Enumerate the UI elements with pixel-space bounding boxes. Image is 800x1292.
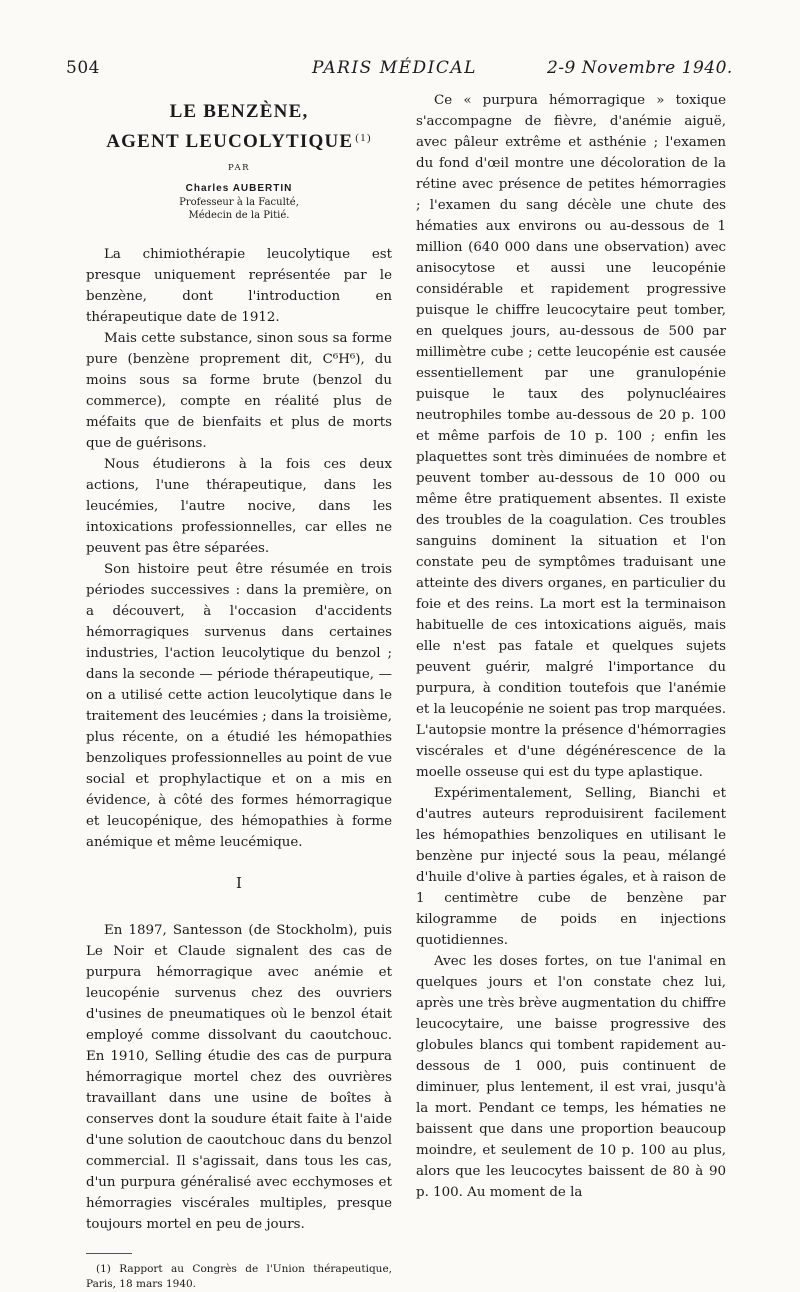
paragraph: La chimiothérapie leucolytique est presque uniquement représentée par le benzène, dont l'introduction en thérapeutique date de 1912. bbox=[86, 247, 392, 325]
author-name: Charles AUBERTIN bbox=[185, 183, 293, 194]
paragraph: Mais cette substance, sinon sous sa forme pure (benzène proprement dit, C⁶H⁶), du moins sous sa forme brute (benzol du commerce), compte en réalité plus de méfaits que de bienfaits et plus de morts que de guérisons. bbox=[86, 331, 392, 451]
paragraph: En 1897, Santesson (de Stockholm), puis Le Noir et Claude signalent des cas de purpura hémorragique avec anémie et leucopénie survenus chez des ouvriers d'usines de pneumatiques où le benzol était employé comme dissolvant du caoutchouc. En 1910, Selling étudie des cas de purpura hémorragique mortel chez des ouvrières travaillant dans une usine de boîtes à conserves dont la soudure était faite à l'aide d'une solution de caoutchouc dans du benzol commercial. Il s'agissait, dans tous les cas, d'un purpura généralisé avec ecchymoses et hémorragies viscérales multiples, presque toujours mortel en peu de jours. bbox=[86, 923, 392, 1232]
left-column bbox=[86, 90, 392, 1292]
intro-text bbox=[86, 244, 392, 853]
footnote-divider bbox=[86, 1253, 132, 1254]
journal-title: PARIS MÉDICAL bbox=[312, 58, 477, 78]
byline-par: PAR bbox=[228, 163, 250, 173]
right-column bbox=[416, 90, 726, 1203]
footnote-marker: (1) bbox=[355, 132, 372, 144]
article-title-text: AGENT LEUCOLYTIQUE bbox=[106, 131, 354, 152]
paragraph: Avec les doses fortes, on tue l'animal en quelques jours et l'on constate chez lui, après une très brève augmentation du chiffre leucocytaire, une baisse progressive des globules blancs qui tombent rapidement au-dessous de 1 000, puis continuent de diminuer, plus lentement, il est vrai, jusqu'à la mort. Pendant ce temps, les hématies ne baissent que dans une proportion beaucoup moindre, et seulement de 10 p. 100 au plus, alors que les leucocytes baissent de 80 à 90 p. 100. Au moment de la bbox=[416, 954, 726, 1200]
page-number: 504 bbox=[66, 58, 100, 78]
paragraph: Ce « purpura hémorragique » toxique s'accompagne de fièvre, d'anémie aiguë, avec pâleur extrême et asthénie ; l'examen du fond d'œil montre une décoloration de la rétine avec présence de petites hémorragies ; l'examen du sang décèle une chute des hématies aux environs ou au-dessous de 1 million (640 000 dans une observation) avec anisocytose et aussi une leucopénie considérable et rapidement progressive puisque le chiffre leucocytaire peut tomber, en quelques jours, au-dessous de 500 par millimètre cube ; cette leucopénie est causée essentiellement par une granulopénie puisque le taux des polynucléaires neutrophiles tombe au-dessous de 20 p. 100 et même parfois de 10 p. 100 ; enfin les plaquettes sont très diminuées de nombre et peuvent tomber au-dessous de 10 000 ou même être pratiquement absentes. Il existe des troubles de la coagulation. Ces troubles sanguins dominent la situation et l'on constate peu de symptômes traduisant une atteinte des divers organes, en particulier du foie et des reins. La mort est la terminaison habituelle de ces intoxications aiguës, mais elle n'est pas fatale et quelques sujets peuvent guérir, malgré l'importance du purpura, à condition toutefois que l'anémie et la leucopénie ne soient pas trop marquées. L'autopsie montre la présence d'hémorragies viscérales et d'une dégénérescence de la moelle osseuse qui est du type aplastique. bbox=[416, 93, 726, 780]
paragraph: Nous étudierons à la fois ces deux actions, l'une thérapeutique, dans les leucémies, l'autre nocive, dans les intoxications professionnelles, car elles ne peuvent pas être séparées. bbox=[86, 457, 392, 556]
paragraph: Son histoire peut être résumée en trois périodes successives : dans la première, on a découvert, à l'occasion d'accidents hémorragiques survenus dans certaines industries, l'action leucolytique du benzol ; dans la seconde — période thérapeutique, — on a utilisé cette action leucolytique dans le traitement des leucémies ; dans la troisième, plus récente, on a étudié les hémopathies benzoliques professionnelles au point de vue social et prophylactique et on a mis en évidence, à côté des formes hémorragique et leucopénique, des hémopathies à forme anémique et même leucémique. bbox=[86, 562, 392, 850]
article-title-block bbox=[86, 98, 392, 222]
section-heading: I bbox=[236, 874, 242, 892]
footnote: (1) Rapport au Congrès de l'Union thérapeutique, Paris, 18 mars 1940. bbox=[86, 1263, 392, 1290]
issue-date: 2-9 Novembre 1940. bbox=[547, 58, 733, 78]
author-affiliation-2: Médecin de la Pitié. bbox=[188, 210, 290, 221]
author-affiliation-1: Professeur à la Faculté, bbox=[179, 197, 299, 208]
paragraph: Expérimentalement, Selling, Bianchi et d'autres auteurs reproduisirent facilement les hémopathies benzoliques en utilisant le benzène pur injecté sous la peau, mélangé d'huile d'olive à parties égales, et à raison de 1 centimètre cube de benzène par kilogramme de poids en injections quotidiennes. bbox=[416, 786, 726, 948]
article-title-line2 bbox=[86, 125, 392, 155]
article-title-line1: LE BENZÈNE, bbox=[169, 101, 309, 122]
